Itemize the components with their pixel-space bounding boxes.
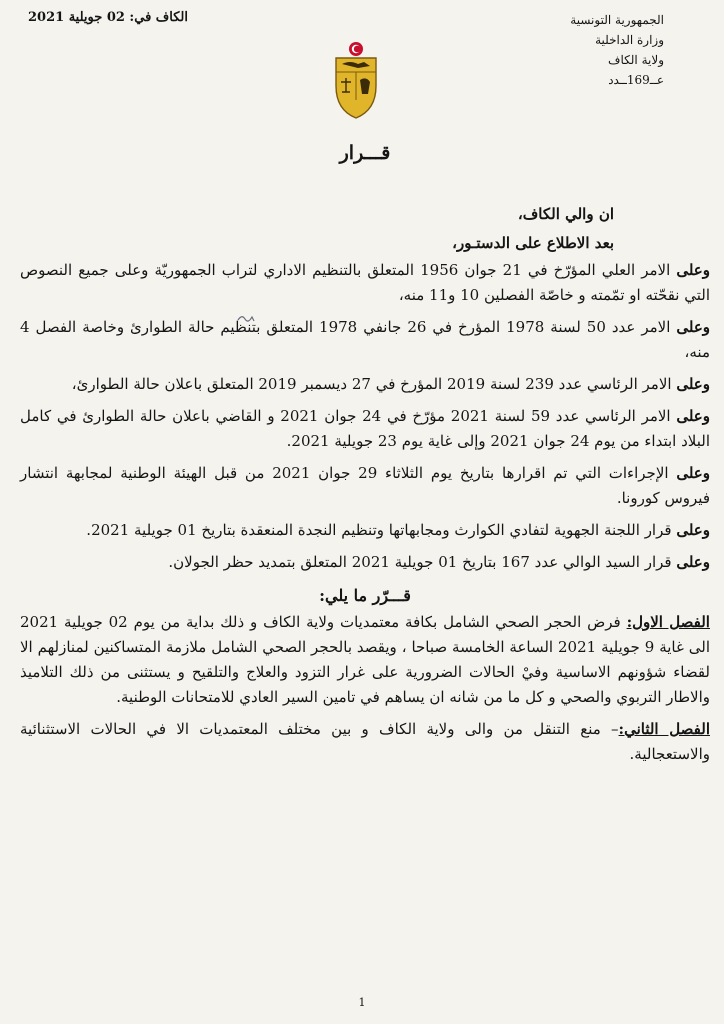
consideration-3 xyxy=(20,372,710,397)
consideration-text: قرار السيد الوالي عدد 167 بتاريخ 01 جويلية 2021 المتعلق بتمديد حظر الجولان. xyxy=(168,553,677,571)
article-1 xyxy=(20,610,710,710)
consideration-text: الامر العلي المؤرّخ في 21 جوان 1956 المتعلق بالتنظيم الاداري لتراب الجمهوريّة وعلى جميع النصوص التي نقحّته او تمّمته و خاصّة الفصلين 10 و11 منه، xyxy=(20,261,710,304)
consideration-1 xyxy=(20,258,710,308)
consideration-keyword: وعلى xyxy=(676,464,711,482)
ministry-name: وزارة الداخلية xyxy=(595,33,664,47)
document-title: قـــرار xyxy=(339,142,391,164)
consideration-6 xyxy=(20,518,710,543)
consideration-keyword: وعلى xyxy=(676,521,710,539)
article-label: الفصل الاول: xyxy=(626,613,710,631)
consideration-text: الامر الرئاسي عدد 59 لسنة 2021 مؤرّخ في 24 جوان 2021 و القاضي باعلان حالة الطوارئ في كامل البلاد ابتداء من يوم 24 جوان 2021 وإلى غاية يوم 23 جويلية 2021. xyxy=(20,407,710,450)
article-2 xyxy=(20,717,710,767)
consideration-text: قرار اللجنة الجهوية لتفادي الكوارث ومجابهاتها وتنظيم النجدة المنعقدة بتاريخ 01 جويلية 2021. xyxy=(86,521,677,539)
decision-heading: قـــرّر ما يلي: xyxy=(319,586,411,605)
consideration-keyword: وعلى xyxy=(676,375,710,393)
consideration-7 xyxy=(20,550,710,575)
article-text: – منع التنقل من والى ولاية الكاف و بين مختلف المعتمديات الا في الحالات الاستثنائية والاستعجالية. xyxy=(20,720,710,763)
country-name: الجمهورية التونسية xyxy=(570,13,664,27)
decree-body xyxy=(20,200,710,774)
consideration-keyword: وعلى xyxy=(676,318,711,336)
page-number: 1 xyxy=(358,996,366,1009)
consideration-5 xyxy=(20,461,710,511)
date-line: الكاف في: 02 جويلية 2021 xyxy=(28,10,188,25)
consideration-text: الامر عدد 50 لسنة 1978 المؤرخ في 26 جانفي 1978 المتعلق بتنظيم حالة الطوارئ وخاصة الفصل 4 منه، xyxy=(20,318,710,361)
issuer-line: ان والي الكاف، xyxy=(517,205,614,223)
reference-number: عــ169ــدد xyxy=(608,73,664,87)
article-text: فرض الحجر الصحي الشامل بكافة معتمديات ولاية الكاف و ذلك بداية من يوم 02 جويلية 2021 الى غاية 9 جويلية 2021 الساعة الخامسة صباحا ، ويقصد بالحجر الصحي الشامل ملازمة المتساكنين لمنازلهم الا لقضاء شؤونهم الاساسية وفيْ الحالات الضرورية على غرار التزود والعلاج والتلقيح و يستثنى من ذلك التلاميذ والاطار التربوي والصحي و كل ما من شانه ان يساهم في تامين السير العادي للامتحانات الوطنية. xyxy=(20,613,710,706)
consideration-4 xyxy=(20,404,710,454)
consideration-2 xyxy=(20,315,710,365)
consideration-text: الإجراءات التي تم اقرارها بتاريخ يوم الثلاثاء 29 جوان 2021 من قبل الهيئة الوطنية لمجابهة انتشار فيروس كورونا. xyxy=(20,464,710,507)
constitution-line: بعد الاطلاع على الدستـور، xyxy=(452,234,614,252)
consideration-keyword: وعلى xyxy=(676,261,711,279)
issuing-authority-block xyxy=(464,10,664,90)
consideration-keyword: وعلى xyxy=(676,553,710,571)
tunisia-coat-of-arms-icon xyxy=(330,40,382,120)
governorate-name: ولاية الكاف xyxy=(608,53,664,67)
consideration-keyword: وعلى xyxy=(676,407,710,425)
consideration-text: الامر الرئاسي عدد 239 لسنة 2019 المؤرخ في 27 ديسمبر 2019 المتعلق باعلان حالة الطوارئ، xyxy=(71,375,677,393)
article-label: الفصل الثاني: xyxy=(618,720,710,738)
